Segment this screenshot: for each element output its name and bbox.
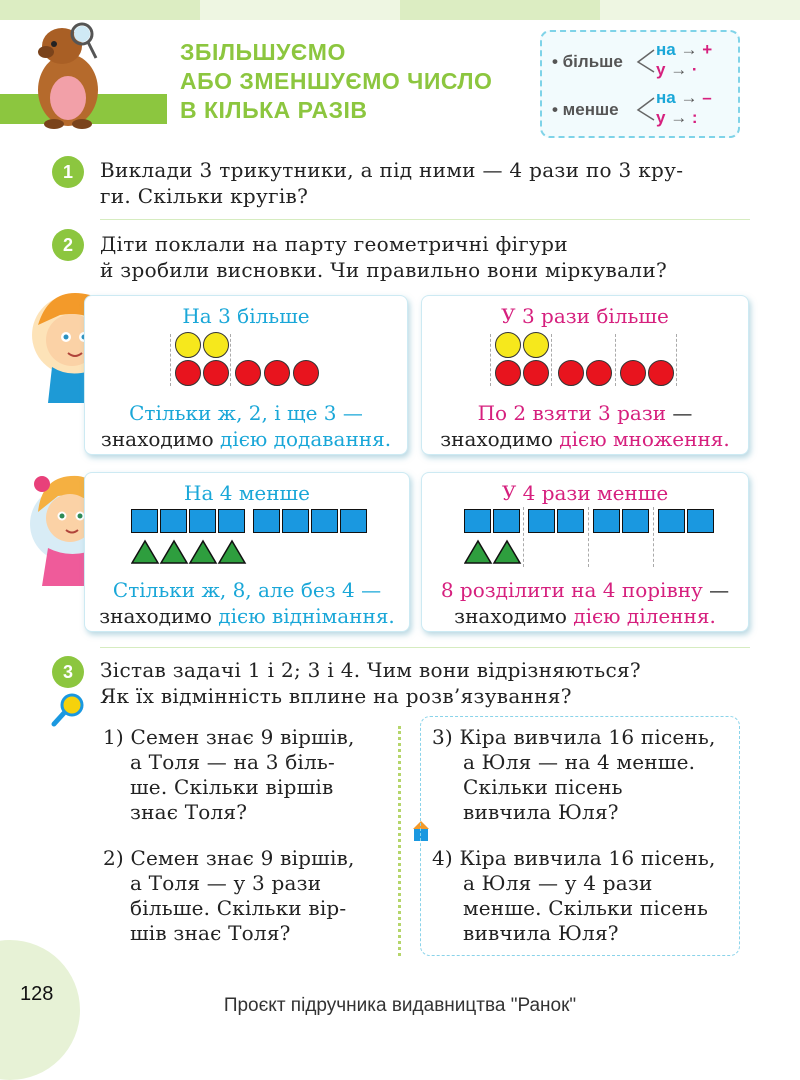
task-1-text <box>100 157 683 209</box>
text-line: ги. Скільки кругів? <box>100 184 309 208</box>
text-line: вивчила Юля? <box>463 921 619 945</box>
text-line: 2) Семен знає 9 віршів, <box>103 846 355 870</box>
divider <box>100 219 750 220</box>
card-multiply <box>421 295 749 455</box>
text-plain: знаходимо <box>440 427 560 451</box>
fork-icon <box>634 94 656 122</box>
text-line: менше. Скільки пісень <box>463 896 709 920</box>
legend-less-word: • менше <box>552 100 619 119</box>
red-circle <box>175 360 201 386</box>
legend-op: : <box>691 108 698 127</box>
text-line: Діти поклали на парту геометричні фігури <box>100 232 568 256</box>
card-add <box>84 295 408 455</box>
divider <box>100 647 750 648</box>
red-circle <box>586 360 612 386</box>
problem-3 <box>432 725 716 825</box>
red-circle <box>558 360 584 386</box>
text-plain: знаходимо <box>100 427 220 451</box>
text-line: 3) Кіра вивчила 16 пісень, <box>432 725 716 749</box>
legend-prefix: на <box>656 88 676 107</box>
dotted-separator <box>398 726 401 956</box>
red-circle <box>620 360 646 386</box>
task-2-text <box>100 231 667 283</box>
fork-icon <box>634 46 656 74</box>
card-line-2 <box>85 603 409 629</box>
card-title: На 4 менше <box>184 481 310 505</box>
text-line: ше. Скільки віршів <box>130 775 334 799</box>
blue-square <box>464 509 491 533</box>
card-line-1: Стільки ж, 8, але без 4 — <box>112 578 382 602</box>
divider <box>490 334 491 386</box>
yellow-circle <box>495 332 521 358</box>
text-line: Виклади 3 трикутники, а під ними — 4 рази по 3 кру- <box>100 158 684 182</box>
text-line: а Толя — у 3 рази <box>130 871 322 895</box>
text-colored: 8 розділити на 4 порівну <box>440 578 703 602</box>
legend-prefix: у <box>656 60 666 79</box>
page-number: 128 <box>20 983 54 1005</box>
legend-op: – <box>702 88 712 107</box>
title-line: В КІЛЬКА РАЗІВ <box>180 97 368 123</box>
blue-square <box>282 509 309 533</box>
legend-prefix: на <box>656 40 676 59</box>
yellow-circle <box>175 332 201 358</box>
legend-more-row <box>552 40 737 80</box>
divider <box>676 334 677 386</box>
text-plain: — <box>666 401 693 425</box>
red-circle <box>293 360 319 386</box>
divider <box>170 334 171 386</box>
card-title: У 4 рази менше <box>501 481 669 505</box>
card-line-1: Стільки ж, 2, і ще 3 — <box>129 401 363 425</box>
legend-more-b <box>656 60 698 80</box>
task-2-badge: 2 <box>52 229 84 261</box>
arrow: → <box>665 60 692 79</box>
card-title: На 3 більше <box>182 304 310 328</box>
red-circle <box>495 360 521 386</box>
blue-square <box>311 509 338 533</box>
footer-note: Проєкт підручника видавництва "Ранок" <box>223 995 577 1016</box>
text-line: 4) Кіра вивчила 16 пісень, <box>432 846 716 870</box>
problem-2 <box>103 846 355 946</box>
text-colored: По 2 взяти 3 рази <box>477 401 667 425</box>
text-plain: знаходимо <box>454 604 574 628</box>
legend-op: + <box>702 40 713 59</box>
arrow: → <box>675 88 703 107</box>
blue-square <box>593 509 620 533</box>
text-colored: дією віднімання. <box>218 604 395 628</box>
yellow-circle <box>523 332 549 358</box>
text-line: 1) Семен знає 9 віршів, <box>103 725 355 749</box>
text-line: Скільки пісень <box>463 775 623 799</box>
legend-less-a <box>656 88 712 108</box>
text-colored: дією множення. <box>559 427 730 451</box>
card-line-1 <box>422 400 748 426</box>
divider <box>653 507 654 567</box>
title-line: ЗБІЛЬШУЄМО <box>180 39 346 65</box>
title-line: АБО ЗМЕНШУЄМО ЧИСЛО <box>180 68 493 94</box>
task-1-badge: 1 <box>52 156 84 188</box>
text-plain: знаходимо <box>99 604 219 628</box>
legend-box <box>540 30 740 138</box>
legend-less-b <box>656 108 698 128</box>
top-bar-2 <box>200 0 400 20</box>
card-line-2 <box>422 603 748 629</box>
blue-square <box>218 509 245 533</box>
card-subtract <box>84 472 410 632</box>
legend-less-row <box>552 88 737 128</box>
blue-square <box>131 509 158 533</box>
divider <box>615 334 616 386</box>
blue-square <box>340 509 367 533</box>
arrow: → <box>665 108 692 127</box>
card-line-1 <box>422 577 748 603</box>
text-line: а Толя — на 3 біль- <box>130 750 335 774</box>
text-plain: — <box>702 578 730 602</box>
divider <box>588 507 589 567</box>
blue-square <box>622 509 649 533</box>
blue-square <box>189 509 216 533</box>
task-3-text <box>100 657 641 709</box>
text-line: Зістав задачі 1 і 2; 3 і 4. Чим вони відрізняються? <box>100 658 641 682</box>
card-title: У 3 рази більше <box>501 304 669 328</box>
blue-square <box>160 509 187 533</box>
legend-more-a <box>656 40 712 60</box>
card-divide <box>421 472 749 632</box>
text-line: а Юля — у 4 рази <box>463 871 653 895</box>
green-triangles <box>131 539 251 565</box>
card-line-2 <box>85 426 407 452</box>
problem-4 <box>432 846 716 946</box>
legend-more-word: • більше <box>552 52 623 71</box>
blue-square <box>493 509 520 533</box>
red-circle <box>264 360 290 386</box>
text-line: й зробили висновки. Чи правильно вони міркували? <box>100 258 667 282</box>
blue-square <box>528 509 555 533</box>
green-triangles <box>464 539 524 565</box>
problem-1 <box>103 725 355 825</box>
top-bar-1 <box>0 0 200 20</box>
capybara-mascot-icon <box>30 20 110 130</box>
legend-prefix: у <box>656 108 666 127</box>
task-3-badge: 3 <box>52 656 84 688</box>
text-line: шів знає Толя? <box>130 921 291 945</box>
divider <box>551 334 552 386</box>
magnifier-icon <box>50 692 86 728</box>
page-title <box>180 38 492 125</box>
red-circle <box>523 360 549 386</box>
text-line: а Юля — на 4 менше. <box>463 750 696 774</box>
yellow-circle <box>203 332 229 358</box>
top-bar-3 <box>400 0 600 20</box>
blue-square <box>253 509 280 533</box>
divider <box>230 334 231 386</box>
red-circle <box>235 360 261 386</box>
text-line: Як їх відмінність вплине на розв’язування? <box>100 684 572 708</box>
arrow: → <box>675 40 703 59</box>
text-line: більше. Скільки вір- <box>130 896 347 920</box>
legend-op: · <box>691 60 698 79</box>
top-bar-4 <box>600 0 800 20</box>
text-line: знає Толя? <box>130 800 248 824</box>
text-colored: дією ділення. <box>573 604 716 628</box>
blue-square <box>687 509 714 533</box>
blue-square <box>658 509 685 533</box>
card-line-2 <box>422 426 748 452</box>
text-colored: дією додавання. <box>220 427 392 451</box>
blue-square <box>557 509 584 533</box>
text-line: вивчила Юля? <box>463 800 619 824</box>
red-circle <box>648 360 674 386</box>
red-circle <box>203 360 229 386</box>
